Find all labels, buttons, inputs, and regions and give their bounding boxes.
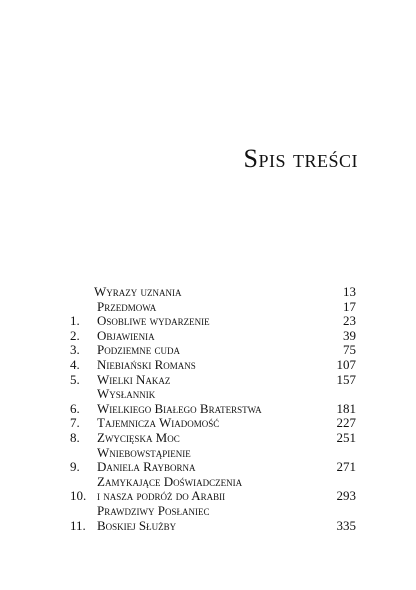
page-number: 293: [336, 488, 356, 504]
chapter-title: [97, 358, 326, 373]
toc-entry: [70, 285, 356, 300]
page-number: 227: [336, 415, 356, 431]
toc-entry: [70, 358, 356, 373]
toc-entry: [70, 387, 356, 416]
chapter-title: [97, 314, 326, 329]
page-number: 39: [343, 327, 356, 343]
chapter-title-line: Podziemne cuda: [97, 342, 180, 358]
chapter-title: [97, 343, 326, 358]
chapter-title-line: Wniebowstąpienie: [97, 444, 191, 460]
page-number: 181: [336, 400, 356, 416]
chapter-title-line: Wyrazy uznania: [94, 284, 182, 299]
chapter-title: [97, 373, 326, 388]
chapter-title: [97, 329, 326, 344]
chapter-number: 10.: [70, 488, 87, 504]
chapter-title-line: i nasza podróż do Arabii: [97, 488, 226, 504]
page-title: Spis treści: [243, 144, 358, 173]
page-number: 271: [336, 459, 356, 475]
chapter-title-line: Zwycięska Moc: [97, 429, 180, 445]
page-number: 17: [343, 298, 356, 314]
chapter-number: 11.: [70, 517, 86, 533]
chapter-title: [97, 475, 326, 504]
chapter-title-line: Przedmowa: [97, 298, 157, 314]
chapter-number: 3.: [70, 342, 80, 358]
chapter-title: [97, 416, 326, 431]
chapter-title-line: Tajemnicza Wiadomość: [97, 415, 220, 431]
chapter-title-line: Wielki Nakaz: [97, 371, 171, 387]
toc-entry: [70, 416, 356, 431]
chapter-title: [94, 285, 326, 300]
chapter-title-line: Osobliwe wydarzenie: [97, 313, 210, 329]
page-number: 335: [336, 517, 356, 533]
toc-entry: [70, 504, 356, 533]
chapter-title-line: Objawienia: [97, 327, 155, 343]
chapter-number: 2.: [70, 327, 80, 343]
chapter-title-line: Wielkiego Białego Braterstwa: [97, 400, 262, 416]
toc-entry: [70, 373, 356, 388]
chapter-title-line: Wysłannik: [97, 386, 156, 402]
chapter-number: 9.: [70, 459, 80, 475]
toc-entry: [70, 446, 356, 475]
toc-entry: [70, 343, 356, 358]
chapter-number: 1.: [70, 313, 80, 329]
page-number: 13: [343, 284, 356, 299]
chapter-title: [97, 504, 326, 533]
toc-entry: [70, 431, 356, 446]
chapter-title: [97, 300, 326, 315]
page-number: 75: [343, 342, 356, 358]
toc-entry: [70, 300, 356, 315]
chapter-number: 8.: [70, 429, 80, 445]
chapter-number: 4.: [70, 356, 80, 372]
toc-entry: [70, 329, 356, 344]
toc-entry: [70, 475, 356, 504]
page-number: 251: [336, 429, 356, 445]
chapter-title-line: Daniela Rayborna: [97, 459, 196, 475]
chapter-title-line: Boskiej Służby: [97, 517, 177, 533]
chapter-title: [97, 446, 326, 475]
chapter-title-line: Zamykające Doświadczenia: [97, 473, 243, 489]
chapter-number: 6.: [70, 400, 80, 416]
chapter-title: [97, 387, 326, 416]
chapter-title-line: Niebiański Romans: [97, 356, 196, 372]
chapter-title: [97, 431, 326, 446]
page-number: 23: [343, 313, 356, 329]
chapter-title-line: Prawdziwy Posłaniec: [97, 502, 210, 518]
table-of-contents: [70, 285, 356, 533]
page-number: 107: [336, 356, 356, 372]
page-number: 157: [336, 371, 356, 387]
chapter-number: 7.: [70, 415, 80, 431]
toc-entry: [70, 314, 356, 329]
chapter-number: 5.: [70, 371, 80, 387]
